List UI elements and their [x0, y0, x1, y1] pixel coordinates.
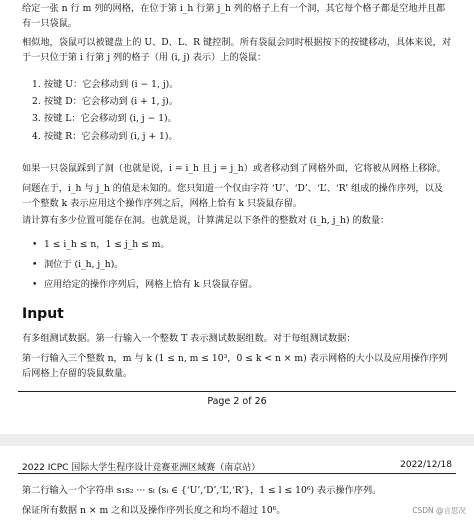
- bullet-icon: •: [32, 259, 38, 270]
- intro-paragraph: 给定一张 n 行 m 列的网格，在位于第 i_h 行第 j_h 列的格子上有一个洞，其它每个格子都是空地并且都有一只袋鼠。: [22, 3, 446, 29]
- next-page-line-1: 第二行输入一个字符串 s₁s₂ ··· sₗ (sᵢ ∈ {‘U’,‘D’,‘L’,‘R’}，1 ≤ l ≤ 10⁶) 表示操作序列。: [22, 485, 382, 496]
- footer-rule: [18, 391, 456, 392]
- list-item: • 1 ≤ i_h ≤ n，1 ≤ j_h ≤ m。: [32, 239, 170, 250]
- next-page-line-2: 保证所有数据 n × m 之和以及操作序列长度之和均不超过 10⁶。: [22, 505, 286, 516]
- bullet-icon: •: [32, 279, 38, 290]
- list-item: • 洞位于 (i_h, j_h)。: [32, 259, 124, 270]
- bullet-icon: •: [32, 239, 38, 250]
- page-number: Page 2 of 26: [207, 396, 267, 407]
- removal-paragraph: 如果一只袋鼠踩到了洞（也就是说，i = i_h 且 j = j_h）或者移动到了网格外面，它将被从网格上移除。: [22, 163, 446, 174]
- input-paragraph-1: 有多组测试数据。第一行输入一个整数 T 表示测试数据组数。对于每组测试数据：: [22, 333, 356, 344]
- next-page-header-date: 2022/12/18: [400, 460, 452, 470]
- list-item: 2. 按键 D：它会移动到 (i + 1, j)。: [32, 96, 179, 107]
- next-page-header-title: 2022 ICPC 国际大学生程序设计竞赛亚洲区域赛（南京站）: [22, 463, 261, 473]
- list-item: • 应用给定的操作序列后，网格上恰有 k 只袋鼠存留。: [32, 279, 258, 290]
- list-item: 4. 按键 R：它会移动到 (i, j + 1)。: [32, 131, 178, 142]
- question-paragraph: 请计算有多少位置可能存在洞。也就是说，计算满足以下条件的整数对 (i_h, j_h) 的数量：: [22, 215, 390, 226]
- input-paragraph-2: 第一行输入三个整数 n，m 与 k (1 ≤ n, m ≤ 10³，0 ≤ k < n × m) 表示网格的大小以及应用操作序列后网格上存留的袋鼠数量。: [22, 353, 448, 379]
- page-break: [0, 434, 474, 446]
- problem-paragraph: 问题在于，i_h 与 j_h 的值是未知的。您只知道一个仅由字符 ‘U’、‘D’、‘L’、‘R’ 组成的操作序列，以及一个整数 k 表示应用这个操作序列之后，网格上恰有 k 只袋鼠存留。: [22, 183, 443, 209]
- control-paragraph: 相似地，袋鼠可以被键盘上的 U、D、L、R 键控制。所有袋鼠会同时根据按下的按键移动，具体来说，对于一只位于第 i 行第 j 列的格子（用 (i, j) 表示）上的袋鼠：: [22, 37, 452, 63]
- header-rule: [18, 473, 456, 474]
- section-heading-input: Input: [22, 306, 64, 322]
- watermark: CSDN @言思况: [412, 506, 466, 515]
- list-item: 3. 按键 L：它会移动到 (i, j − 1)。: [32, 113, 177, 124]
- list-item: 1. 按键 U：它会移动到 (i − 1, j)。: [32, 79, 179, 90]
